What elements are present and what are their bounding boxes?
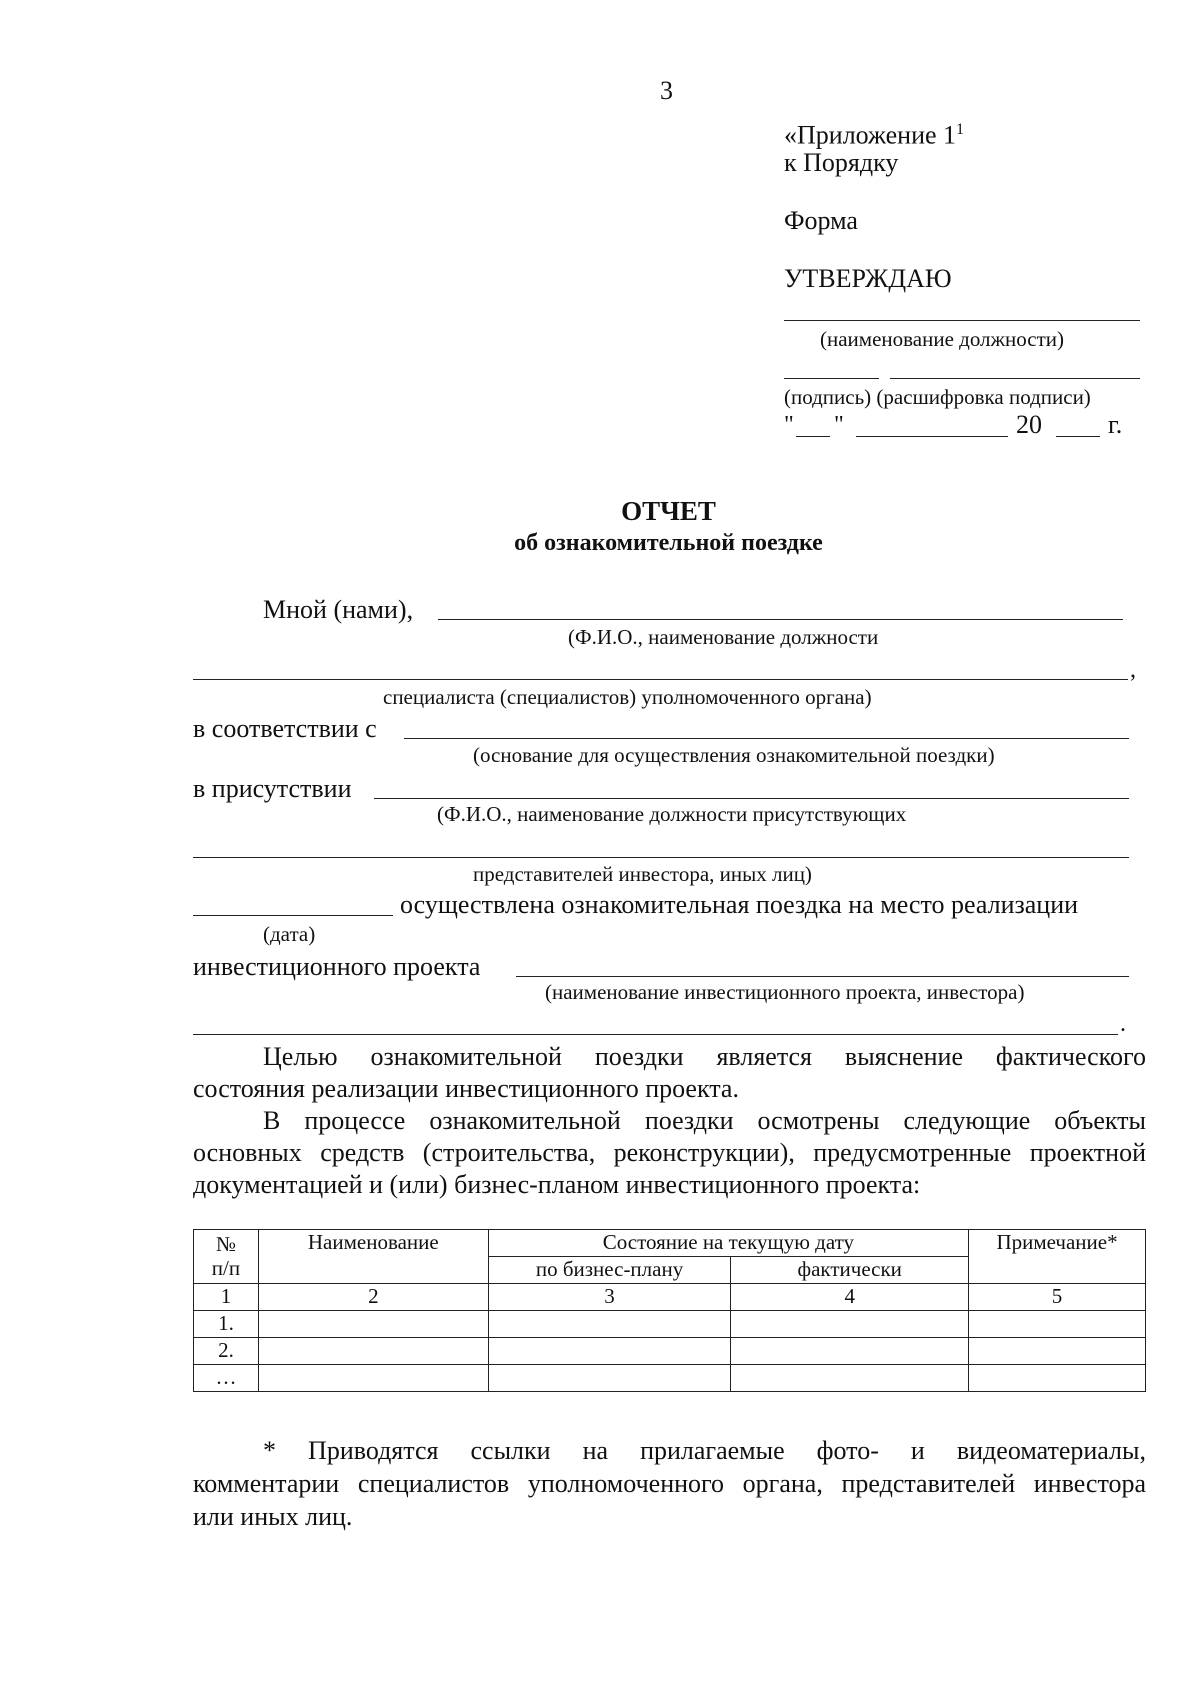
position-line <box>784 320 1140 321</box>
basis-caption: (основание для осуществления ознакомительной поездки) <box>473 743 995 767</box>
specialists-caption: специалиста (специалистов) уполномоченного органа) <box>383 685 872 709</box>
business-plan-cell <box>488 1365 731 1392</box>
period: . <box>1120 1011 1126 1037</box>
column-number-cell: 3 <box>488 1284 731 1311</box>
by-us-line <box>438 619 1123 620</box>
paragraph-1-line-2: состояния реализации инвестиционного проекта. <box>193 1074 739 1103</box>
appendix-line2: к Порядку <box>784 148 899 177</box>
footnote-line-2: комментарии специалистов уполномоченного органа, представителей инвестора <box>193 1469 1146 1498</box>
paragraph-2-line-3: документацией и (или) бизнес-планом инвестиционного проекта: <box>193 1170 921 1199</box>
header-business-plan: по бизнес-плану <box>488 1257 731 1284</box>
date-year: 20 <box>1016 410 1042 439</box>
project-caption: (наименование инвестиционного проекта, инвестора) <box>545 980 1025 1004</box>
by-us-label: Мной (нами), <box>263 595 414 624</box>
business-plan-cell <box>488 1338 731 1365</box>
project-continuation-line <box>193 1034 1118 1035</box>
appendix-line1: «Приложение 1 <box>784 120 957 150</box>
actual-cell <box>731 1338 969 1365</box>
column-number-cell: 1 <box>194 1284 259 1311</box>
specialists-line <box>193 679 1128 680</box>
appendix-superscript: 1 <box>956 121 965 138</box>
date-year-line <box>1056 436 1100 437</box>
actual-cell <box>731 1365 969 1392</box>
table-column-numbers-row <box>194 1284 1146 1311</box>
date-month-line <box>856 436 1008 437</box>
row-number-cell: 2. <box>194 1338 259 1365</box>
header-note: Примечание* <box>969 1230 1146 1284</box>
signature-line <box>784 378 879 379</box>
paragraph-1-line-1: Целью ознакомительной поездки является выяснение фактического <box>263 1042 1146 1071</box>
footnote-line-3: или иных лиц. <box>193 1502 353 1531</box>
in-presence-label: в присутствии <box>193 774 352 803</box>
project-label: инвестиционного проекта <box>193 952 481 981</box>
trip-done-text: осуществлена ознакомительная поездка на место реализации <box>400 890 1079 919</box>
column-number-cell: 2 <box>258 1284 488 1311</box>
presence-line <box>374 798 1129 799</box>
note-cell <box>969 1311 1146 1338</box>
signature-caption: (подпись) (расшифровка подписи) <box>784 385 1091 409</box>
representatives-caption: представителей инвестора, иных лиц) <box>473 862 812 886</box>
page-title: ОТЧЕТ <box>621 496 716 526</box>
column-number-cell: 4 <box>731 1284 969 1311</box>
name-cell <box>258 1311 488 1338</box>
form-label: Форма <box>784 206 858 235</box>
header-state: Состояние на текущую дату <box>488 1230 968 1257</box>
approve-label: УТВЕРЖДАЮ <box>784 264 952 293</box>
signature-decode-line <box>890 378 1140 379</box>
table-header-row-1 <box>194 1230 1146 1257</box>
row-number-cell: 1. <box>194 1311 259 1338</box>
name-cell <box>258 1365 488 1392</box>
actual-cell <box>731 1311 969 1338</box>
header-name: Наименование <box>258 1230 488 1284</box>
in-accordance-label: в соответствии с <box>193 714 377 743</box>
header-number: № п/п <box>194 1230 259 1284</box>
table-row <box>194 1338 1146 1365</box>
header-actual: фактически <box>731 1257 969 1284</box>
table-row <box>194 1311 1146 1338</box>
date-quote-close: " <box>834 412 844 438</box>
by-us-caption: (Ф.И.О., наименование должности <box>568 625 879 649</box>
table-row <box>194 1365 1146 1392</box>
date-day-line <box>796 436 830 437</box>
note-cell <box>969 1338 1146 1365</box>
page-number: 3 <box>660 76 673 105</box>
footnote-line-1: * Приводятся ссылки на прилагаемые фото- и видеоматериалы, <box>263 1436 1146 1465</box>
presence-caption: (Ф.И.О., наименование должности присутствующих <box>437 802 907 826</box>
name-cell <box>258 1338 488 1365</box>
objects-table <box>193 1229 1146 1392</box>
trip-date-line <box>193 915 393 916</box>
representatives-line <box>193 857 1129 858</box>
appendix-heading <box>784 115 964 151</box>
row-number-cell: … <box>194 1365 259 1392</box>
basis-line <box>404 738 1129 739</box>
comma: , <box>1130 657 1136 683</box>
business-plan-cell <box>488 1311 731 1338</box>
page-subtitle: об ознакомительной поездке <box>514 530 823 556</box>
project-line <box>516 976 1129 977</box>
paragraph-2-line-2: основных средств (строительства, реконструкции), предусмотренные проектной <box>193 1138 1146 1167</box>
note-cell <box>969 1365 1146 1392</box>
paragraph-2-line-1: В процессе ознакомительной поездки осмотрены следующие объекты <box>263 1106 1146 1135</box>
date-caption: (дата) <box>263 922 316 946</box>
column-number-cell: 5 <box>969 1284 1146 1311</box>
date-quote-open: " <box>784 412 794 438</box>
date-year-suffix: г. <box>1108 410 1123 439</box>
position-caption: (наименование должности) <box>820 327 1065 351</box>
